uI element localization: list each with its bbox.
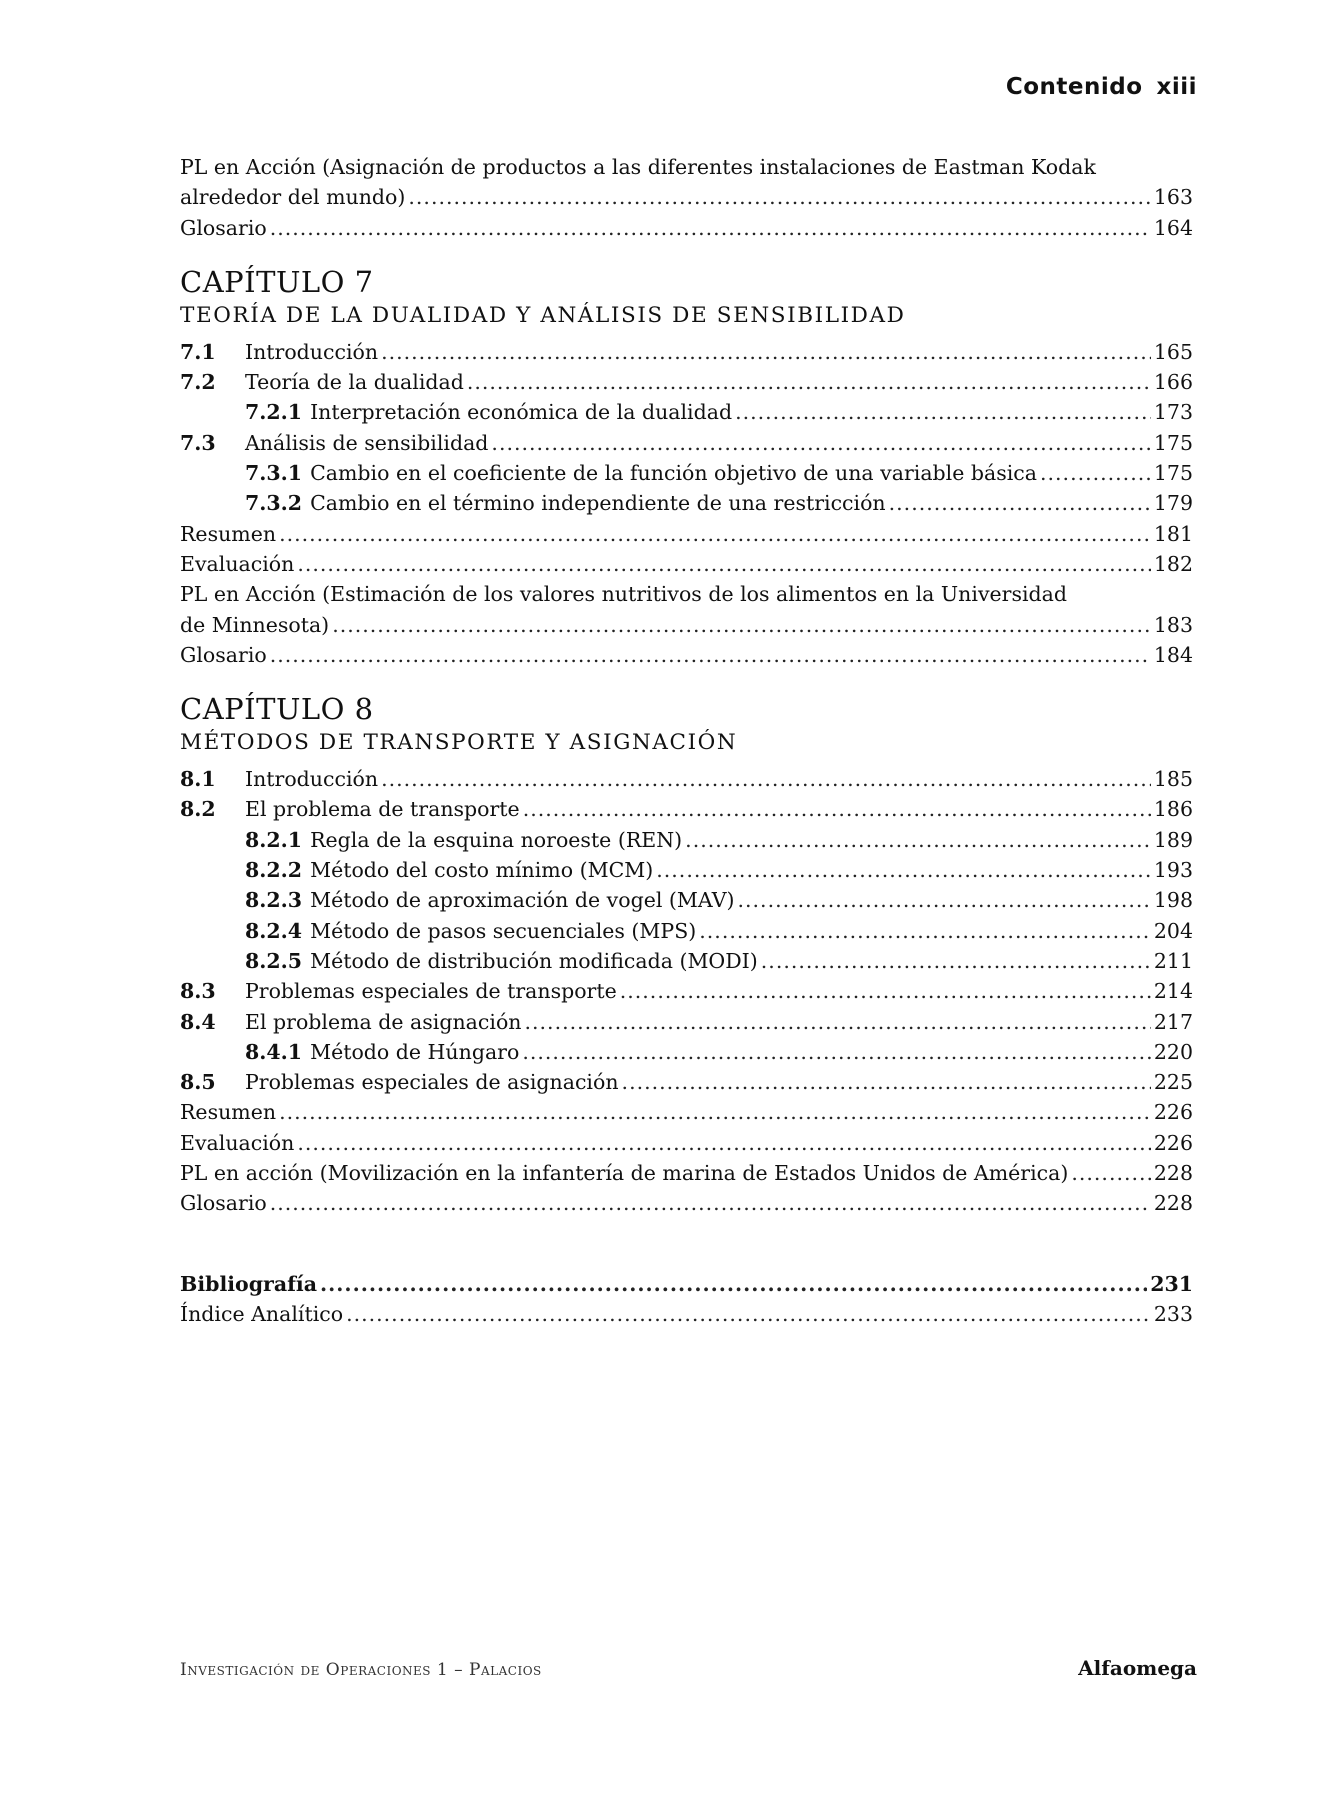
entry-page: 186	[1153, 797, 1193, 822]
section-number: 7.2	[180, 370, 216, 395]
running-header	[1006, 74, 1197, 100]
dot-leader	[738, 885, 1151, 915]
toc-entry-pl-accion[interactable]	[180, 182, 1193, 212]
section-number: 7.1	[180, 339, 216, 364]
section-number: 8.2.4	[245, 918, 303, 943]
dot-leader	[279, 1097, 1151, 1127]
entry-label: Evaluación	[180, 1130, 295, 1155]
toc-entry-8-2-2[interactable]	[180, 855, 1193, 885]
section-number: 7.3.2	[245, 491, 303, 516]
entry-page: 226	[1153, 1100, 1193, 1125]
spacer	[180, 1219, 1193, 1269]
entry-label: Interpretación económica de la dualidad	[310, 400, 733, 425]
dot-leader	[656, 855, 1151, 885]
dot-leader	[1071, 1158, 1151, 1188]
entry-page: 228	[1153, 1161, 1193, 1186]
dot-leader	[622, 1067, 1151, 1097]
entry-page: 231	[1150, 1271, 1193, 1296]
entry-label: alrededor del mundo)	[180, 185, 406, 210]
entry-page: 189	[1153, 827, 1193, 852]
toc-entry-evaluacion-8[interactable]	[180, 1128, 1193, 1158]
dot-leader	[1040, 458, 1151, 488]
header-title: Contenido	[1005, 74, 1143, 100]
entry-page: 198	[1153, 888, 1193, 913]
toc-entry-indice[interactable]	[180, 1299, 1193, 1329]
dot-leader	[735, 397, 1151, 427]
entry-label: El problema de transporte	[245, 797, 520, 822]
entry-page: 183	[1153, 612, 1193, 637]
entry-label: Método del costo mínimo (MCM)	[310, 858, 654, 883]
section-number: 8.2	[180, 797, 216, 822]
toc-entry-8-2-5[interactable]	[180, 946, 1193, 976]
dot-leader	[270, 1188, 1151, 1218]
section-number: 7.3	[180, 430, 216, 455]
entry-label: Cambio en el término independiente de una restricción	[310, 491, 886, 516]
entry-label: PL en acción (Movilización en la infantería de marina de Estados Unidos de América)	[180, 1161, 1069, 1186]
toc-entry-glosario-8[interactable]	[180, 1188, 1193, 1218]
toc-entry-7-3-2[interactable]	[180, 488, 1193, 518]
section-number: 8.2.1	[245, 827, 303, 852]
footer-book-text: Investigación de Operaciones 1 – Palacios	[180, 1660, 542, 1680]
entry-label: Problemas especiales de transporte	[245, 979, 617, 1004]
dot-leader	[467, 367, 1151, 397]
toc-entry-pl-accion-8[interactable]	[180, 1158, 1193, 1188]
chapter-8-subtitle: MÉTODOS DE TRANSPORTE Y ASIGNACIÓN	[180, 730, 738, 756]
section-number: 8.5	[180, 1070, 216, 1095]
dot-leader	[523, 794, 1151, 824]
section-number: 8.4	[180, 1009, 216, 1034]
entry-page: 225	[1153, 1070, 1193, 1095]
toc-entry-8-3[interactable]	[180, 976, 1193, 1006]
dot-leader	[525, 1007, 1151, 1037]
chapter-8-title: CAPÍTULO 8	[180, 692, 374, 727]
entry-page: 163	[1153, 185, 1193, 210]
dot-leader	[297, 549, 1151, 579]
toc-entry-bibliografia[interactable]	[180, 1269, 1193, 1299]
dot-leader	[381, 764, 1151, 794]
toc-entry-7-1[interactable]	[180, 337, 1193, 367]
entry-label: Método de aproximación de vogel (MAV)	[310, 888, 735, 913]
section-number: 7.2.1	[245, 400, 303, 425]
entry-label: Introducción	[245, 767, 379, 792]
entry-page: 175	[1153, 461, 1193, 486]
entry-label: El problema de asignación	[245, 1009, 522, 1034]
toc-entry-evaluacion-7[interactable]	[180, 549, 1193, 579]
section-number: 7.3.1	[245, 461, 303, 486]
chapter-7-title: CAPÍTULO 7	[180, 264, 374, 299]
entry-label: Glosario	[180, 1191, 267, 1216]
entry-page: 181	[1153, 521, 1193, 546]
toc-entry-7-3-1[interactable]	[180, 458, 1193, 488]
dot-leader	[620, 976, 1151, 1006]
entry-label: Regla de la esquina noroeste (REN)	[310, 827, 683, 852]
entry-page: 166	[1153, 370, 1193, 395]
toc-entry-8-2[interactable]	[180, 794, 1193, 824]
entry-page: 175	[1153, 430, 1193, 455]
entry-page: 211	[1153, 948, 1193, 973]
section-number: 8.2.3	[245, 888, 303, 913]
entry-label: Método de pasos secuenciales (MPS)	[310, 918, 697, 943]
entry-label: Bibliografía	[180, 1271, 318, 1296]
entry-label: Análisis de sensibilidad	[245, 430, 489, 455]
dot-leader	[889, 488, 1151, 518]
section-number: 8.1	[180, 767, 216, 792]
footer-book-title	[180, 1660, 542, 1680]
entry-page: 226	[1153, 1130, 1193, 1155]
toc-entry-glosario-7[interactable]	[180, 640, 1193, 670]
entry-page: 228	[1153, 1191, 1193, 1216]
dot-leader	[270, 640, 1151, 670]
dot-leader	[332, 610, 1151, 640]
toc-entry-8-5[interactable]	[180, 1067, 1193, 1097]
entry-page: 217	[1153, 1009, 1193, 1034]
toc-entry-8-2-3[interactable]	[180, 885, 1193, 915]
section-number: 8.2.5	[245, 948, 303, 973]
entry-page: 220	[1153, 1039, 1193, 1064]
section-number: 8.4.1	[245, 1039, 303, 1064]
entry-page: 173	[1153, 400, 1193, 425]
entry-page: 214	[1153, 979, 1193, 1004]
toc-entry-7-3[interactable]	[180, 428, 1193, 458]
toc-entry-pl-accion-7[interactable]	[180, 610, 1193, 640]
toc-entry-7-2-1[interactable]	[180, 397, 1193, 427]
entry-page: 179	[1153, 491, 1193, 516]
chapter-7-subtitle: TEORÍA DE LA DUALIDAD Y ANÁLISIS DE SENSIBILIDAD	[180, 302, 906, 328]
toc-entry-8-1[interactable]	[180, 764, 1193, 794]
dot-leader	[699, 916, 1151, 946]
toc-entry-8-2-4[interactable]	[180, 916, 1193, 946]
section-number: 8.2.2	[245, 858, 303, 883]
entry-page: 204	[1153, 918, 1193, 943]
entry-label: Problemas especiales de asignación	[245, 1070, 619, 1095]
dot-leader	[522, 1037, 1151, 1067]
dot-leader	[279, 519, 1151, 549]
dot-leader	[270, 213, 1151, 243]
entry-label: Método de distribución modificada (MODI)	[310, 948, 758, 973]
dot-leader	[491, 428, 1150, 458]
toc-entry-8-4[interactable]	[180, 1007, 1193, 1037]
entry-label: Índice Analítico	[180, 1301, 344, 1326]
section-number: 8.3	[180, 979, 216, 1004]
dot-leader	[685, 825, 1151, 855]
entry-label: Glosario	[180, 215, 267, 240]
toc-entry-8-2-1[interactable]	[180, 825, 1193, 855]
toc-entry-pl-accion-7-line1: PL en Acción (Estimación de los valores nutritivos de los alimentos en la Universidad	[180, 582, 1067, 607]
entry-label: Glosario	[180, 642, 267, 667]
toc-entry-resumen-8[interactable]	[180, 1097, 1193, 1127]
entry-label: Método de Húngaro	[310, 1039, 520, 1064]
dot-leader	[320, 1269, 1147, 1299]
entry-label: Evaluación	[180, 551, 295, 576]
entry-label: Teoría de la dualidad	[245, 370, 464, 395]
entry-label: Cambio en el coeficiente de la función objetivo de una variable básica	[310, 461, 1037, 486]
entry-page: 182	[1153, 551, 1193, 576]
entry-page: 185	[1153, 767, 1193, 792]
toc-entry-8-4-1[interactable]	[180, 1037, 1193, 1067]
table-of-contents	[180, 152, 1193, 1329]
entry-label: Resumen	[180, 1100, 277, 1125]
toc-entry-7-2[interactable]	[180, 367, 1193, 397]
toc-entry-resumen-7[interactable]	[180, 519, 1193, 549]
entry-page: 165	[1153, 339, 1193, 364]
toc-entry-pl-accion-line1: PL en Acción (Asignación de productos a las diferentes instalaciones de Eastman Kodak	[180, 155, 1096, 179]
dot-leader	[408, 182, 1150, 212]
dot-leader	[297, 1128, 1151, 1158]
dot-leader	[381, 337, 1151, 367]
toc-entry-glosario[interactable]	[180, 213, 1193, 243]
entry-page: 184	[1153, 642, 1193, 667]
footer-publisher: Alfaomega	[1078, 1656, 1197, 1680]
entry-page: 193	[1153, 858, 1193, 883]
page-folio: xiii	[1156, 74, 1197, 100]
entry-page: 164	[1153, 215, 1193, 240]
entry-label: Resumen	[180, 521, 277, 546]
dot-leader	[761, 946, 1151, 976]
entry-label: Introducción	[245, 339, 379, 364]
entry-page: 233	[1153, 1301, 1193, 1326]
entry-label: de Minnesota)	[180, 612, 330, 637]
dot-leader	[346, 1299, 1151, 1329]
